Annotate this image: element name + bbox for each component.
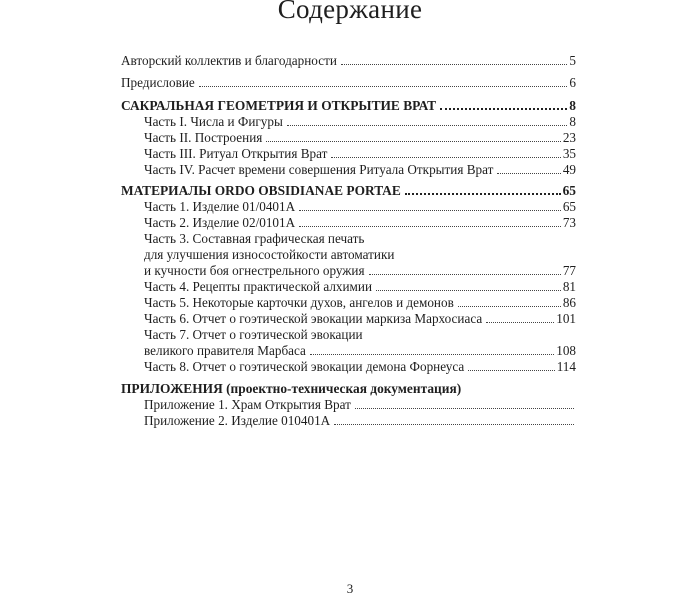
toc-leader-dots	[334, 414, 574, 425]
toc-leader-dots	[468, 360, 554, 371]
toc-page-number: 35	[562, 146, 576, 161]
toc-page-number: 86	[562, 295, 576, 310]
toc-entry-continuation[interactable]	[144, 343, 576, 359]
toc-entry-text: САКРАЛЬНАЯ ГЕОМЕТРИЯ И ОТКРЫТИЕ ВРАТ	[121, 98, 437, 113]
toc-page-number: 23	[562, 130, 576, 145]
toc-entry-text: Часть 4. Рецепты практической алхимии	[144, 279, 373, 294]
toc-entry[interactable]	[144, 231, 576, 247]
toc-page-number: 6	[569, 75, 576, 90]
toc-page-number: 65	[562, 183, 576, 198]
toc-leader-dots	[266, 131, 560, 142]
toc-entry-text: Приложение 2. Изделие 010401А	[144, 413, 331, 428]
toc-leader-dots	[341, 54, 568, 65]
toc-entry[interactable]	[144, 279, 576, 295]
toc-leader-dots	[299, 200, 561, 211]
toc-page-number: 8	[569, 114, 576, 129]
toc-leader-dots	[458, 296, 561, 307]
toc-page-number: 81	[562, 279, 576, 294]
toc-page-number: 5	[569, 53, 576, 68]
toc-entry[interactable]	[144, 114, 576, 130]
toc-entry-text: МАТЕРИАЛЫ ORDO OBSIDIANAE PORTAE	[121, 183, 401, 198]
toc-page-number: 73	[562, 215, 576, 230]
toc-leader-dots	[376, 280, 561, 291]
toc-entry-text: Часть 8. Отчет о гоэтической эвокации демона Форнеуса	[144, 359, 465, 374]
toc-entry-text: для улучшения износостойкости автоматики	[144, 247, 395, 262]
toc-entry-preface[interactable]	[121, 75, 576, 91]
toc-leader-dots	[331, 147, 560, 158]
toc-entry[interactable]	[144, 130, 576, 146]
toc-page-number: 49	[562, 162, 576, 177]
page-title: Содержание	[277, 0, 423, 24]
toc-entry[interactable]	[144, 327, 576, 343]
toc-entry[interactable]	[144, 215, 576, 231]
toc-entry-continuation[interactable]	[144, 263, 576, 279]
toc-entry[interactable]	[144, 146, 576, 162]
toc-leader-dots	[199, 76, 568, 87]
toc-entry-text: Часть II. Построения	[144, 130, 263, 145]
toc-leader-dots	[287, 115, 568, 126]
toc-entry-text: Часть 2. Изделие 02/0101А	[144, 215, 296, 230]
toc-section-sacred-geometry[interactable]	[121, 98, 576, 114]
toc-entry-appendix-2[interactable]	[144, 413, 574, 429]
toc-leader-dots	[299, 216, 561, 227]
toc-leader-dots	[405, 183, 561, 195]
toc-entry-text: Предисловие	[121, 75, 195, 90]
toc-entry[interactable]	[144, 162, 576, 178]
toc-entry[interactable]	[144, 295, 576, 311]
toc-entry-text: Часть 5. Некоторые карточки духов, ангелов и демонов	[144, 295, 454, 310]
toc-entry-text: Часть III. Ритуал Открытия Врат	[144, 146, 328, 161]
toc-section-materials[interactable]	[121, 183, 576, 199]
toc-page-number: 8	[569, 98, 576, 113]
toc-entry-text: Часть 3. Составная графическая печать	[144, 231, 365, 246]
page-number: 3	[346, 581, 354, 596]
toc-entry[interactable]	[144, 199, 576, 215]
toc-entry[interactable]	[144, 311, 576, 327]
toc-entry-text: Авторский коллектив и благодарности	[121, 53, 337, 68]
toc-entry-text: и кучности боя огнестрельного оружия	[144, 263, 365, 278]
toc-leader-dots	[440, 98, 567, 110]
toc-entry-text: Часть 7. Отчет о гоэтической эвокации	[144, 327, 363, 342]
toc-leader-dots	[355, 398, 574, 409]
toc-page-number: 101	[556, 311, 576, 326]
toc-entry[interactable]	[144, 359, 576, 375]
toc-entry-appendix-1[interactable]	[144, 397, 574, 413]
toc-page-number: 114	[556, 359, 576, 374]
toc-entry-text: Часть 1. Изделие 01/0401А	[144, 199, 296, 214]
toc-page-number: 108	[556, 343, 576, 358]
toc-leader-dots	[310, 344, 554, 355]
toc-entry-authors[interactable]	[121, 53, 576, 69]
toc-leader-dots	[369, 264, 561, 275]
toc-entry-text: Часть 6. Отчет о гоэтической эвокации маркиза Мархосиаса	[144, 311, 483, 326]
toc-entry-text: великого правителя Марбаса	[144, 343, 306, 358]
toc-section-appendices[interactable]	[121, 381, 576, 397]
toc-entry-text: Часть I. Числа и Фигуры	[144, 114, 283, 129]
toc-page-number: 77	[562, 263, 576, 278]
toc-leader-dots	[497, 163, 560, 174]
toc-entry-text: Приложение 1. Храм Открытия Врат	[144, 397, 351, 412]
toc-leader-dots	[486, 312, 554, 323]
toc-entry-text: Часть IV. Расчет времени совершения Ритуала Открытия Врат	[144, 162, 494, 177]
toc-entry-continuation[interactable]	[144, 247, 576, 263]
toc-entry-text: ПРИЛОЖЕНИЯ (проектно-техническая документация)	[121, 381, 462, 396]
toc-page-number: 65	[562, 199, 576, 214]
